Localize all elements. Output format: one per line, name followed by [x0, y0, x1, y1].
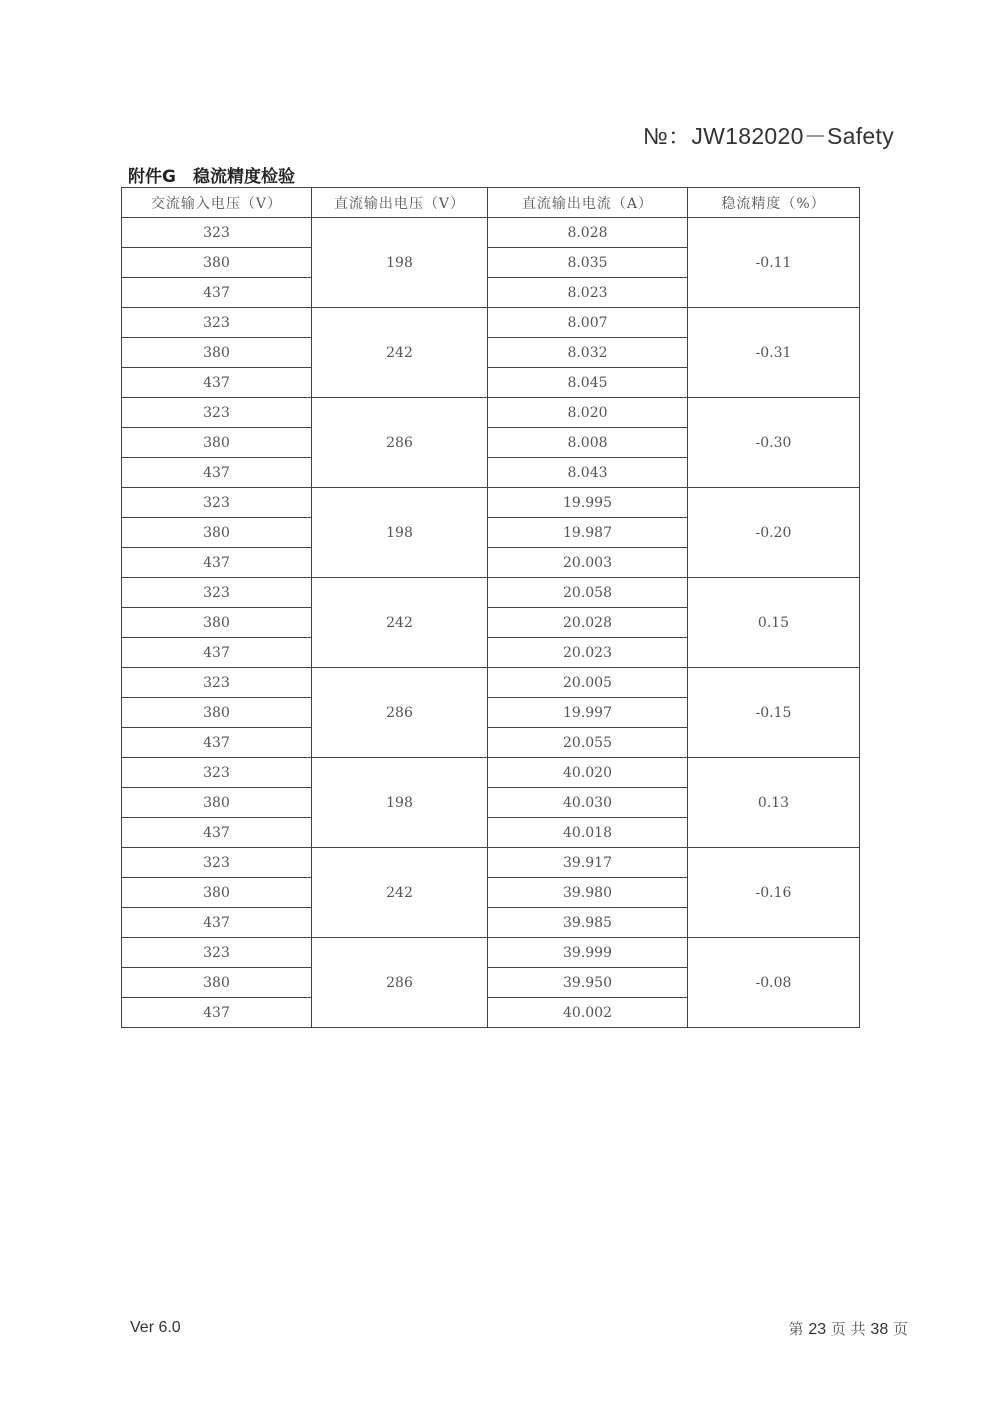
- ac-input-voltage-cell: 323: [122, 488, 312, 518]
- page-suffix: 页: [888, 1320, 908, 1338]
- regulation-precision-cell: 0.13: [688, 758, 860, 848]
- dc-output-voltage-cell: 242: [312, 848, 488, 938]
- current-regulation-table: [121, 187, 860, 1028]
- version-label: Ver 6.0: [130, 1319, 181, 1336]
- dc-output-current-cell: 20.023: [488, 638, 688, 668]
- ac-input-voltage-cell: 437: [122, 548, 312, 578]
- ac-input-voltage-cell: 380: [122, 878, 312, 908]
- ac-input-voltage-cell: 437: [122, 908, 312, 938]
- table-row: [122, 758, 860, 788]
- page-prefix: 第: [788, 1320, 809, 1338]
- dc-output-current-cell: 8.008: [488, 428, 688, 458]
- regulation-precision-cell: 0.15: [688, 578, 860, 668]
- table-row: [122, 938, 860, 968]
- ac-input-voltage-cell: 323: [122, 668, 312, 698]
- ac-input-voltage-cell: 380: [122, 968, 312, 998]
- dc-output-current-cell: 40.018: [488, 818, 688, 848]
- dc-output-current-cell: 8.045: [488, 368, 688, 398]
- ac-input-voltage-cell: 323: [122, 398, 312, 428]
- dc-output-voltage-cell: 242: [312, 578, 488, 668]
- dc-output-voltage-cell: 286: [312, 668, 488, 758]
- dc-output-current-cell: 20.028: [488, 608, 688, 638]
- annex-title: 附件G 稳流精度检验: [128, 167, 295, 187]
- table-row: [122, 668, 860, 698]
- ac-input-voltage-cell: 323: [122, 758, 312, 788]
- ac-input-voltage-cell: 380: [122, 698, 312, 728]
- dc-output-current-cell: 8.020: [488, 398, 688, 428]
- page-total: 38: [870, 1321, 889, 1338]
- header-dc-output-voltage: 直流输出电压（V）: [312, 188, 488, 218]
- header-regulation-precision: 稳流精度（%）: [688, 188, 860, 218]
- dc-output-current-cell: 20.058: [488, 578, 688, 608]
- table-row: [122, 578, 860, 608]
- document-number: №：JW182020－Safety: [643, 123, 894, 149]
- dc-output-current-cell: 8.023: [488, 278, 688, 308]
- dc-output-current-cell: 40.030: [488, 788, 688, 818]
- dc-output-current-cell: 20.055: [488, 728, 688, 758]
- table-row: [122, 308, 860, 338]
- dc-output-voltage-cell: 286: [312, 398, 488, 488]
- dc-output-current-cell: 39.917: [488, 848, 688, 878]
- dc-output-voltage-cell: 198: [312, 218, 488, 308]
- dc-output-current-cell: 19.997: [488, 698, 688, 728]
- ac-input-voltage-cell: 437: [122, 818, 312, 848]
- table-row: [122, 488, 860, 518]
- regulation-precision-cell: -0.08: [688, 938, 860, 1028]
- ac-input-voltage-cell: 437: [122, 278, 312, 308]
- ac-input-voltage-cell: 437: [122, 728, 312, 758]
- dc-output-current-cell: 8.028: [488, 218, 688, 248]
- dc-output-current-cell: 20.003: [488, 548, 688, 578]
- dc-output-current-cell: 40.020: [488, 758, 688, 788]
- ac-input-voltage-cell: 437: [122, 998, 312, 1028]
- dc-output-voltage-cell: 286: [312, 938, 488, 1028]
- regulation-precision-cell: -0.11: [688, 218, 860, 308]
- header-dc-output-current: 直流输出电流（A）: [488, 188, 688, 218]
- ac-input-voltage-cell: 380: [122, 518, 312, 548]
- ac-input-voltage-cell: 380: [122, 248, 312, 278]
- ac-input-voltage-cell: 437: [122, 458, 312, 488]
- ac-input-voltage-cell: 323: [122, 848, 312, 878]
- table-header-row: [122, 188, 860, 218]
- table-row: [122, 848, 860, 878]
- table-row: [122, 398, 860, 428]
- dc-output-current-cell: 8.035: [488, 248, 688, 278]
- dc-output-voltage-cell: 242: [312, 308, 488, 398]
- regulation-precision-cell: -0.20: [688, 488, 860, 578]
- regulation-precision-cell: -0.15: [688, 668, 860, 758]
- ac-input-voltage-cell: 437: [122, 638, 312, 668]
- ac-input-voltage-cell: 323: [122, 578, 312, 608]
- dc-output-current-cell: 8.032: [488, 338, 688, 368]
- dc-output-current-cell: 8.007: [488, 308, 688, 338]
- dc-output-current-cell: 20.005: [488, 668, 688, 698]
- regulation-precision-cell: -0.30: [688, 398, 860, 488]
- ac-input-voltage-cell: 323: [122, 308, 312, 338]
- ac-input-voltage-cell: 380: [122, 338, 312, 368]
- ac-input-voltage-cell: 323: [122, 938, 312, 968]
- ac-input-voltage-cell: 437: [122, 368, 312, 398]
- ac-input-voltage-cell: 380: [122, 428, 312, 458]
- page-middle: 页 共: [826, 1320, 871, 1338]
- table-row: [122, 218, 860, 248]
- dc-output-current-cell: 39.950: [488, 968, 688, 998]
- dc-output-voltage-cell: 198: [312, 488, 488, 578]
- page-current: 23: [808, 1321, 827, 1338]
- table-body: [122, 218, 860, 1028]
- ac-input-voltage-cell: 380: [122, 608, 312, 638]
- dc-output-current-cell: 8.043: [488, 458, 688, 488]
- dc-output-current-cell: 19.987: [488, 518, 688, 548]
- dc-output-current-cell: 39.985: [488, 908, 688, 938]
- dc-output-voltage-cell: 198: [312, 758, 488, 848]
- header-ac-input-voltage: 交流输入电压（V）: [122, 188, 312, 218]
- dc-output-current-cell: 39.980: [488, 878, 688, 908]
- dc-output-current-cell: 19.995: [488, 488, 688, 518]
- regulation-precision-cell: -0.31: [688, 308, 860, 398]
- dc-output-current-cell: 39.999: [488, 938, 688, 968]
- ac-input-voltage-cell: 323: [122, 218, 312, 248]
- regulation-precision-cell: -0.16: [688, 848, 860, 938]
- ac-input-voltage-cell: 380: [122, 788, 312, 818]
- page-indicator: [789, 1318, 908, 1339]
- dc-output-current-cell: 40.002: [488, 998, 688, 1028]
